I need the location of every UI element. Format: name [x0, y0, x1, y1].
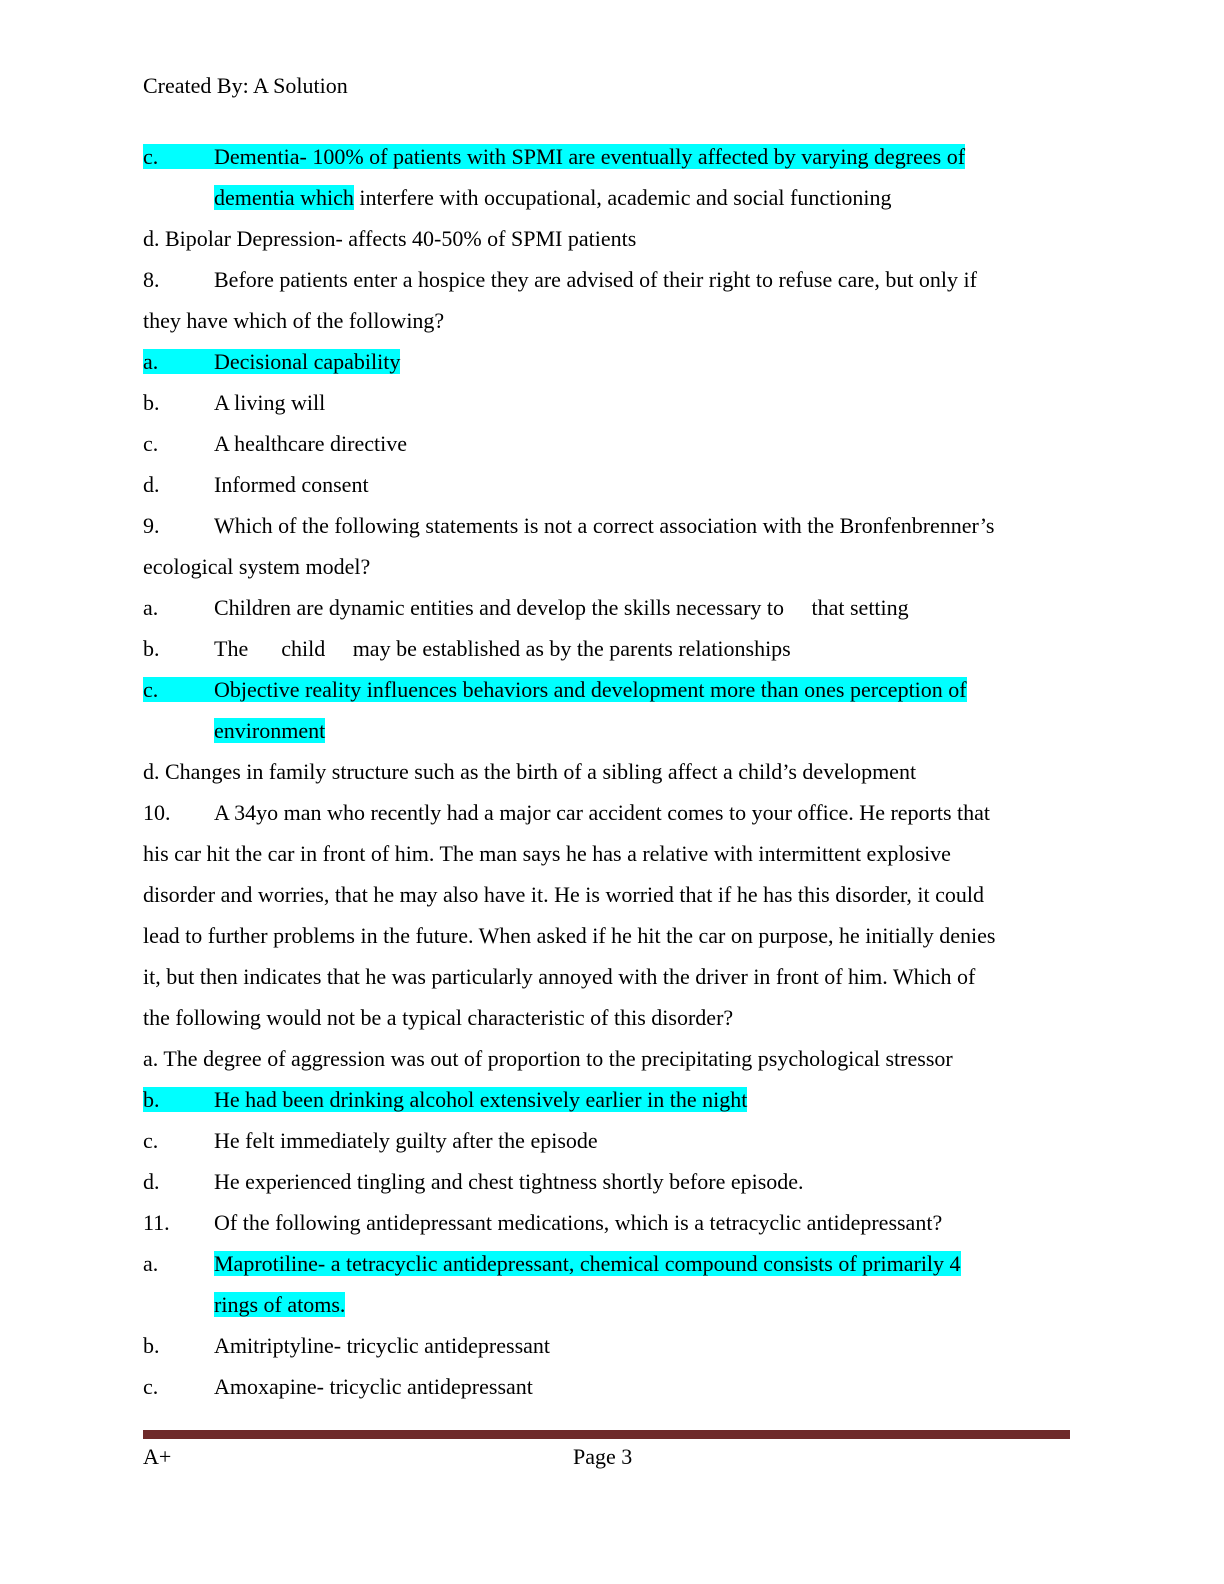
option-text: He experienced tingling and chest tightness shortly before episode. [214, 1169, 804, 1194]
option-label: c. [143, 1128, 159, 1153]
question-8 [143, 259, 1068, 300]
question-10 [143, 792, 1068, 833]
question-text: Before patients enter a hospice they are advised of their right to refuse care, but only if [214, 267, 977, 292]
highlighted-answer [143, 144, 965, 169]
option-text: Informed consent [214, 472, 369, 497]
option-line [143, 464, 1068, 505]
option-label: b. [143, 1087, 160, 1112]
answer-line [143, 136, 1068, 177]
footer-grade: A+ [143, 1444, 172, 1469]
highlighted-answer: Maprotiline- a tetracyclic antidepressant, chemical compound consists of primarily 4 [214, 1251, 961, 1276]
option-text: Amitriptyline- tricyclic antidepressant [214, 1333, 551, 1358]
question-text: Which of the following statements is not a correct association with the Bronfenbrenner’s [214, 513, 995, 538]
question-continuation: his car hit the car in front of him. The man says he has a relative with intermittent explosive [143, 841, 951, 866]
highlighted-answer: dementia which [214, 185, 354, 210]
option-line [143, 382, 1068, 423]
answer-line [143, 1079, 1068, 1120]
answer-continuation [143, 710, 1068, 751]
question-text: A 34yo man who recently had a major car accident comes to your office. He reports that [214, 800, 991, 825]
question-continuation: ecological system model? [143, 554, 371, 579]
option-line: d. Changes in family structure such as the birth of a sibling affect a child’s development [143, 759, 917, 784]
option-line: d. Bipolar Depression- affects 40-50% of SPMI patients [143, 226, 637, 251]
option-label: b. [143, 1333, 160, 1358]
highlighted-answer: environment [214, 718, 326, 743]
option-text: Objective reality influences behaviors and development more than ones perception of [214, 677, 967, 702]
option-text: Decisional capability [214, 349, 401, 374]
option-line [143, 1325, 1068, 1366]
text-continuation: interfere with occupational, academic and social functioning [353, 185, 892, 210]
answer-continuation [143, 1284, 1068, 1325]
question-9 [143, 505, 1068, 546]
option-line: a. The degree of aggression was out of proportion to the precipitating psychological stressor [143, 1046, 953, 1071]
option-text: He felt immediately guilty after the episode [214, 1128, 598, 1153]
option-line [143, 423, 1068, 464]
answer-line [143, 341, 1068, 382]
option-label: d. [143, 1169, 160, 1194]
option-text: Children are dynamic entities and develop the skills necessary to that setting [214, 595, 909, 620]
option-line [143, 587, 1068, 628]
option-label: a. [143, 595, 159, 620]
answer-line [143, 1243, 1068, 1284]
option-label: c. [143, 431, 159, 456]
question-continuation: the following would not be a typical characteristic of this disorder? [143, 1005, 734, 1030]
highlighted-answer: rings of atoms. [214, 1292, 346, 1317]
question-number: 9. [143, 513, 160, 538]
question-number: 10. [143, 800, 171, 825]
question-text: Of the following antidepressant medications, which is a tetracyclic antidepressant? [214, 1210, 943, 1235]
option-line [143, 1366, 1068, 1407]
option-label: c. [143, 1374, 159, 1399]
option-label: d. [143, 472, 160, 497]
option-label: a. [143, 349, 159, 374]
question-continuation: lead to further problems in the future. When asked if he hit the car on purpose, he initially denies [143, 923, 996, 948]
question-number: 8. [143, 267, 160, 292]
option-text: He had been drinking alcohol extensively earlier in the night [214, 1087, 748, 1112]
option-label: a. [143, 1251, 159, 1276]
option-label: b. [143, 636, 160, 661]
option-text: Amoxapine- tricyclic antidepressant [214, 1374, 533, 1399]
question-11 [143, 1202, 1068, 1243]
page-number: Page 3 [573, 1444, 633, 1469]
page-header: Created By: A Solution [143, 73, 348, 98]
option-line [143, 1120, 1068, 1161]
question-continuation: disorder and worries, that he may also have it. He is worried that if he has this disorder, it could [143, 882, 985, 907]
option-text: Dementia- 100% of patients with SPMI are eventually affected by varying degrees of [214, 144, 966, 169]
answer-line [143, 669, 1068, 710]
option-text: The child may be established as by the parents relationships [214, 636, 791, 661]
option-text: A healthcare directive [214, 431, 408, 456]
highlighted-answer [143, 349, 400, 374]
question-continuation: they have which of the following? [143, 308, 445, 333]
footer-divider [143, 1430, 1070, 1439]
highlighted-answer [143, 1087, 747, 1112]
answer-continuation [143, 177, 1068, 218]
question-number: 11. [143, 1210, 170, 1235]
document-body [143, 136, 1068, 1407]
option-line [143, 628, 1068, 669]
highlighted-answer [143, 677, 967, 702]
option-text: A living will [214, 390, 326, 415]
question-continuation: it, but then indicates that he was particularly annoyed with the driver in front of him. Which of [143, 964, 976, 989]
option-line [143, 1161, 1068, 1202]
option-label: c. [143, 677, 159, 702]
option-label: c. [143, 144, 159, 169]
option-label: b. [143, 390, 160, 415]
